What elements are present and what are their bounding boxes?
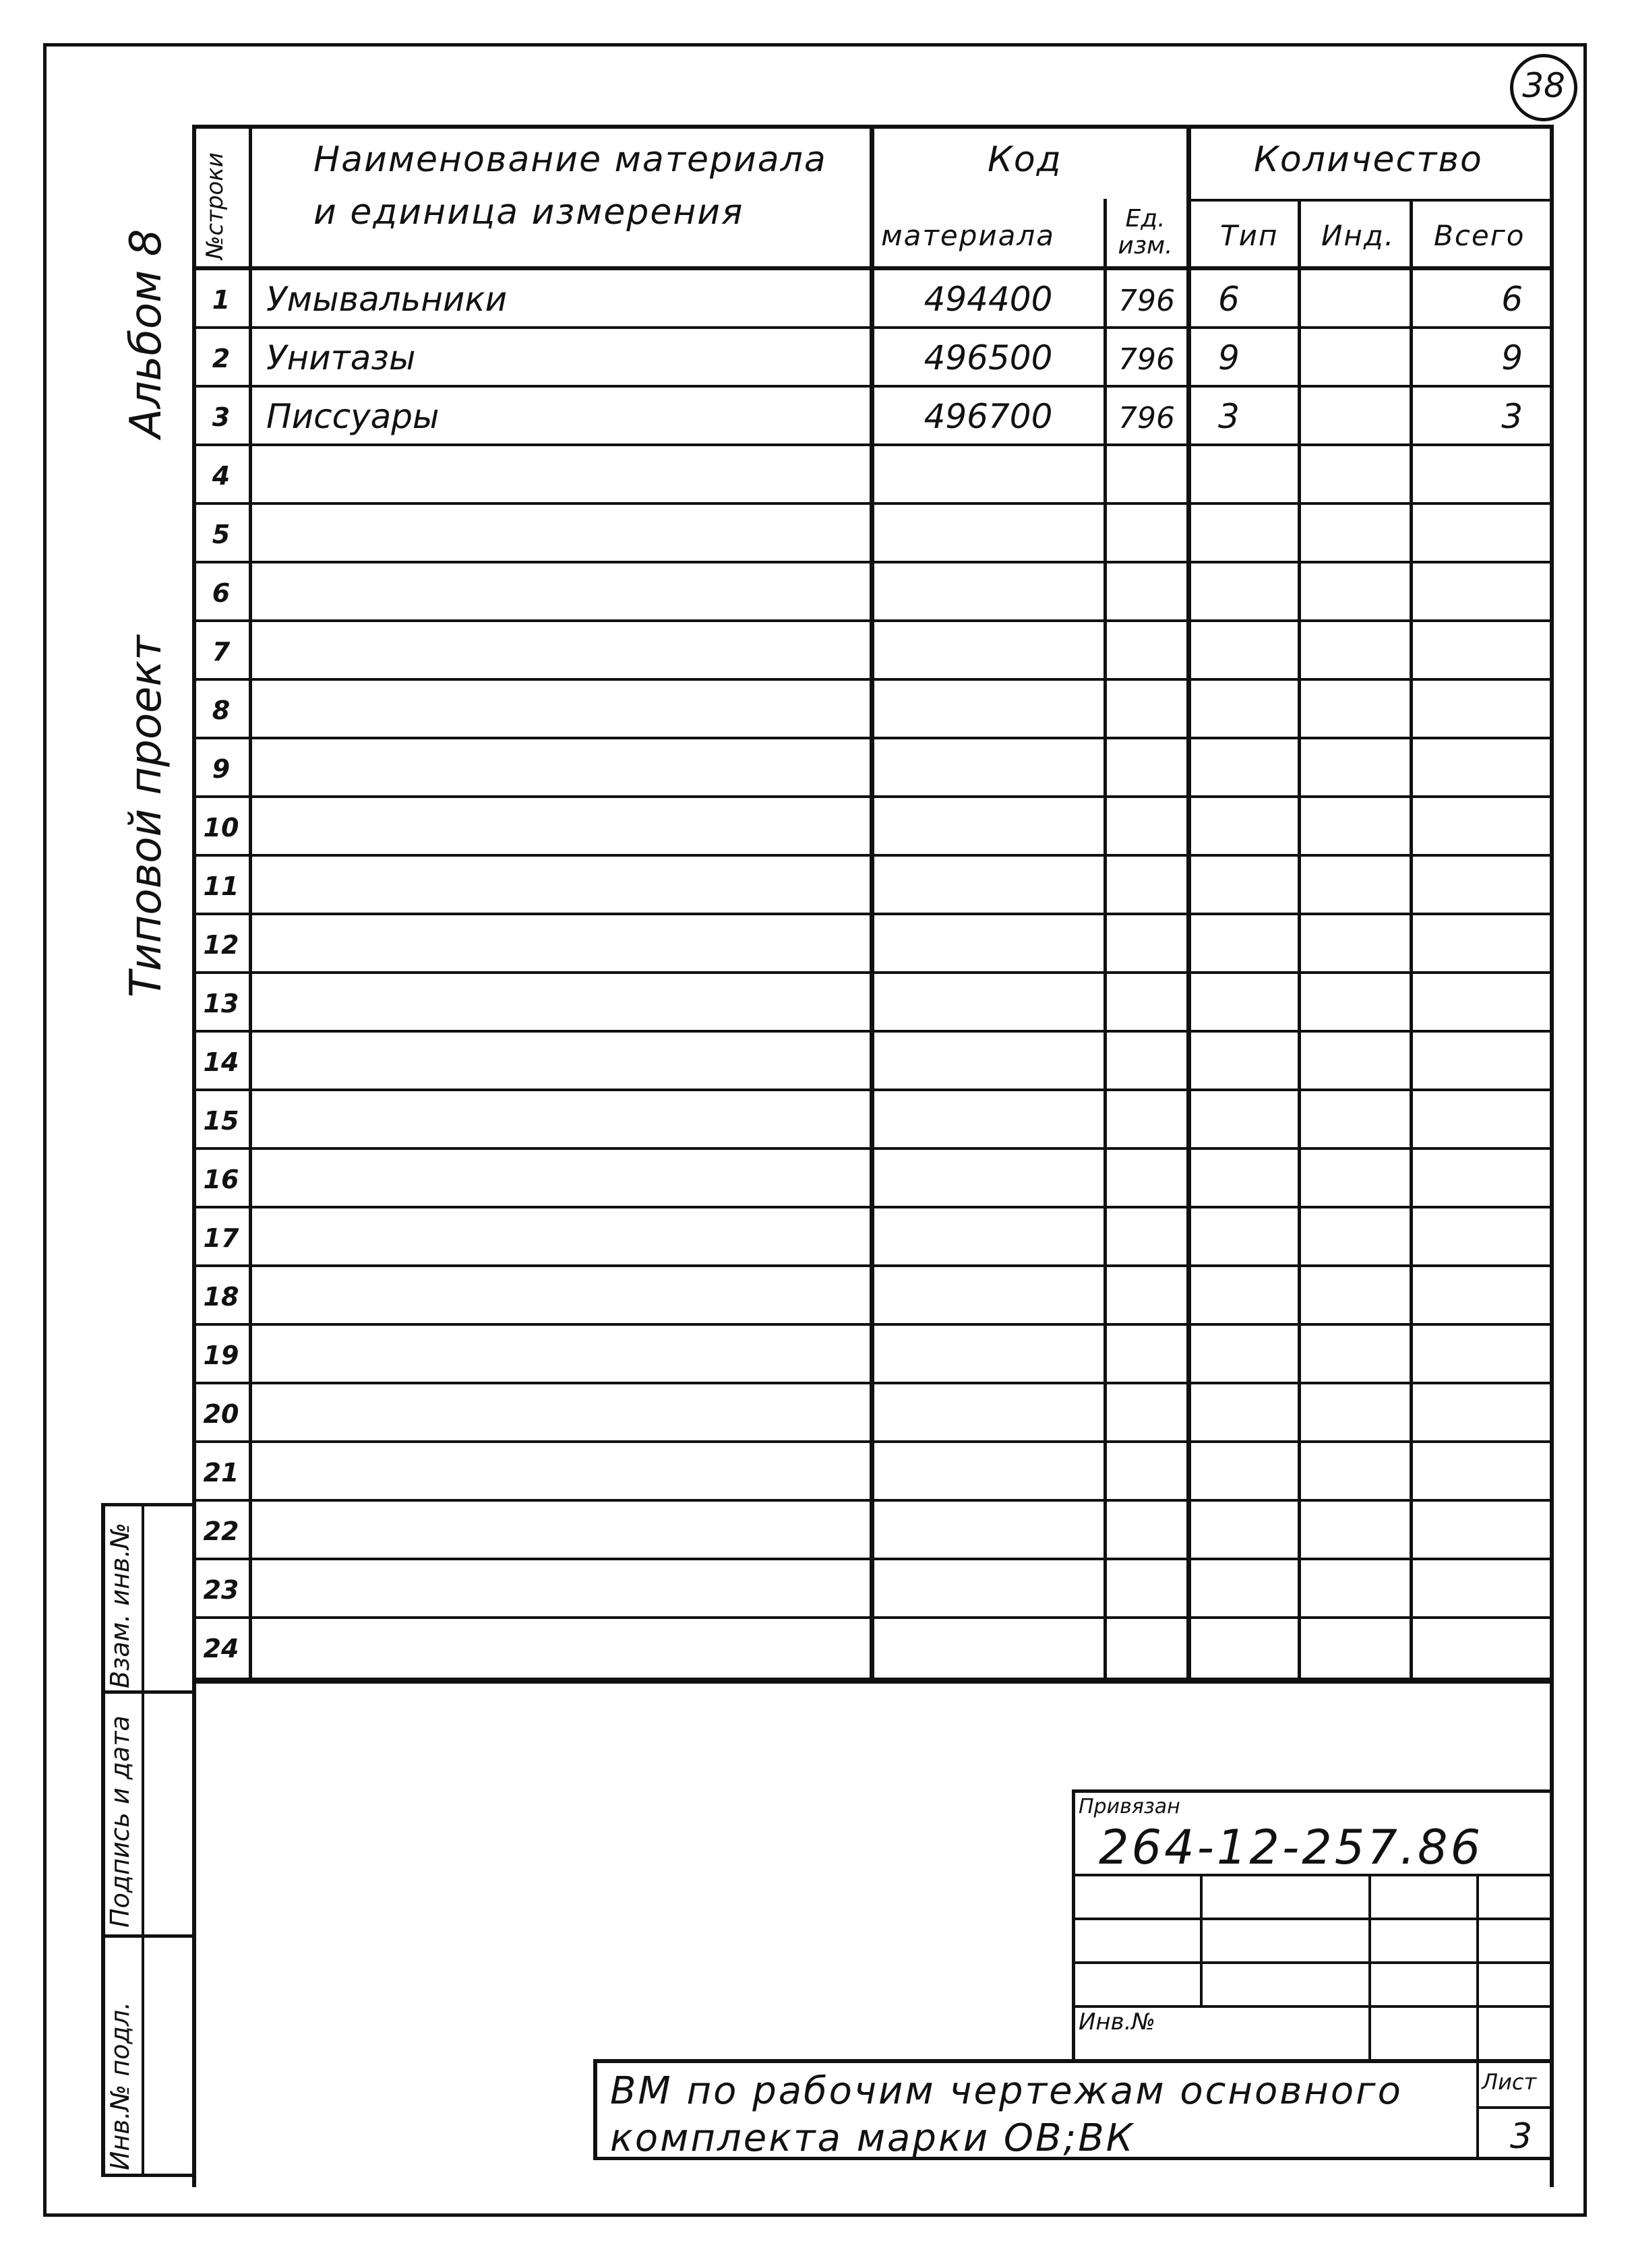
col-unit-header: Ед. изм. — [1118, 205, 1173, 259]
project-label: Типовой проект — [121, 635, 171, 998]
replace-inv-label: Взам. инв.№ — [105, 1523, 135, 1688]
cell-num: 11 — [203, 871, 239, 901]
col-type-header: Тип — [1220, 219, 1279, 252]
table-row — [192, 622, 1554, 681]
table-row — [192, 1619, 1554, 1678]
cell-num: 22 — [203, 1516, 239, 1546]
table-row — [192, 681, 1554, 739]
col-total-header: Всего — [1434, 219, 1525, 252]
table-row — [192, 1326, 1554, 1384]
cell-name: Унитазы — [266, 338, 416, 377]
cell-num: 7 — [212, 637, 231, 667]
col-row-num-header: №строки — [202, 152, 229, 259]
cell-num: 6 — [212, 578, 231, 608]
cell-num: 9 — [212, 754, 231, 784]
cell-num: 8 — [212, 696, 231, 725]
table-row — [192, 1560, 1554, 1619]
sheet-mark-number: 38 — [1522, 66, 1565, 105]
table-row — [192, 1267, 1554, 1326]
table-row — [192, 505, 1554, 563]
sheet-label: Лист — [1482, 2069, 1537, 2095]
cell-type: 3 — [1218, 397, 1240, 436]
col-code-material-header: материала — [881, 219, 1056, 252]
cell-num: 20 — [203, 1399, 239, 1429]
table-row — [192, 1208, 1554, 1267]
cell-code: 494400 — [924, 280, 1053, 319]
col-name-header-line2: и единица измерения — [313, 192, 744, 233]
cell-name: Умывальники — [266, 280, 508, 319]
col-ind-header: Инд. — [1321, 219, 1395, 252]
table-row — [192, 974, 1554, 1033]
table-row — [192, 1384, 1554, 1443]
cell-num: 3 — [212, 402, 231, 432]
cell-total: 9 — [1501, 338, 1523, 377]
table-row — [192, 915, 1554, 974]
table-row — [192, 329, 1554, 388]
table-row — [192, 1091, 1554, 1150]
col-name-header-line1: Наименование материала — [313, 140, 827, 180]
document-title-line1: ВМ по рабочим чертежам основного — [610, 2069, 1403, 2113]
cell-unit: 796 — [1118, 401, 1175, 435]
cell-num: 4 — [212, 461, 231, 491]
table-row — [192, 388, 1554, 446]
sheet-number: 3 — [1510, 2116, 1533, 2157]
cell-num: 17 — [203, 1223, 239, 1253]
cell-num: 10 — [203, 813, 239, 842]
table-row — [192, 446, 1554, 505]
table-row — [192, 739, 1554, 798]
bound-number: 264-12-257.86 — [1099, 1820, 1484, 1875]
cell-num: 15 — [203, 1106, 239, 1136]
cell-unit: 796 — [1118, 284, 1175, 318]
cell-num: 23 — [203, 1575, 239, 1605]
cell-num: 5 — [212, 520, 231, 549]
materials-table — [192, 125, 1554, 1682]
table-bottom-rule — [192, 1680, 1554, 1684]
cell-num: 13 — [203, 989, 239, 1018]
cell-num: 24 — [203, 1634, 239, 1663]
bound-label: Привязан — [1079, 1795, 1180, 1818]
inv-label: Инв.№ — [1079, 2009, 1155, 2035]
table-row — [192, 1150, 1554, 1208]
cell-num: 2 — [212, 344, 231, 373]
cell-num: 18 — [203, 1282, 239, 1312]
inv-original-label: Инв.№ подл. — [105, 2001, 135, 2170]
table-row — [192, 1502, 1554, 1560]
table-row — [192, 1443, 1554, 1502]
document-title-line2: комплекта марки ОВ;ВК — [610, 2116, 1135, 2160]
cell-num: 12 — [203, 930, 239, 960]
cell-num: 14 — [203, 1047, 239, 1077]
cell-unit: 796 — [1118, 342, 1175, 377]
cell-num: 19 — [203, 1341, 239, 1370]
cell-type: 6 — [1218, 280, 1240, 319]
cell-total: 3 — [1501, 397, 1523, 436]
table-rows — [192, 270, 1554, 1678]
table-row — [192, 857, 1554, 915]
table-row — [192, 270, 1554, 329]
cell-code: 496700 — [924, 397, 1053, 436]
signature-date-label: Подпись и дата — [105, 1715, 135, 1928]
cell-total: 6 — [1501, 280, 1523, 319]
cell-num: 1 — [212, 285, 231, 315]
table-row — [192, 563, 1554, 622]
table-row — [192, 1033, 1554, 1091]
cell-num: 16 — [203, 1165, 239, 1194]
album-label: Альбом 8 — [121, 228, 171, 438]
cell-code: 496500 — [924, 338, 1053, 377]
cell-num: 21 — [203, 1458, 239, 1488]
cell-name: Писсуары — [266, 397, 440, 436]
table-row — [192, 798, 1554, 857]
col-qty-header: Количество — [1254, 140, 1483, 180]
cell-type: 9 — [1218, 338, 1240, 377]
col-code-header: Код — [988, 140, 1062, 180]
